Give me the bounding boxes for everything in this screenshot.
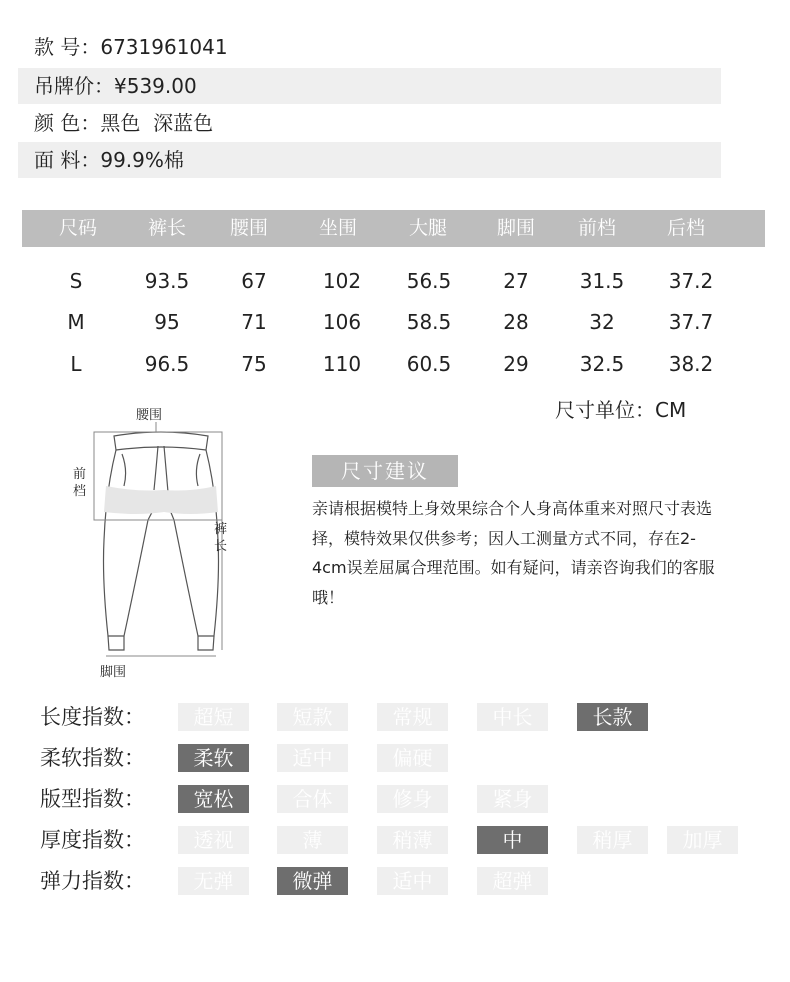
cell-waist: 67	[241, 269, 267, 293]
diagram-front-rise-label-2: 档	[73, 484, 87, 499]
cell-back-rise: 38.2	[668, 352, 714, 376]
index-option: 适中	[277, 744, 348, 772]
cell-size: L	[70, 352, 82, 376]
header-waist: 腰围	[229, 217, 268, 239]
cell-length: 96.5	[144, 352, 190, 376]
info-row-style-no	[18, 29, 721, 65]
index-option: 超短	[178, 703, 249, 731]
index-option: 紧身	[477, 785, 548, 813]
header-hip: 坐围	[318, 217, 357, 239]
index-option: 稍薄	[377, 826, 448, 854]
fabric-value: 99.9%棉	[100, 148, 184, 172]
cell-size: S	[69, 269, 83, 293]
cell-hem: 27	[503, 269, 529, 293]
index-option-selected: 柔软	[178, 744, 249, 772]
diagram-front-rise-label-1: 前	[73, 467, 87, 482]
cell-thigh: 56.5	[406, 269, 452, 293]
index-option: 短款	[277, 703, 348, 731]
cell-back-rise: 37.2	[668, 269, 714, 293]
cell-waist: 75	[241, 352, 267, 376]
index-option-selected: 长款	[577, 703, 648, 731]
cell-length: 93.5	[144, 269, 190, 293]
index-label: 版型指数：	[40, 787, 145, 811]
info-row-color	[18, 105, 721, 141]
size-unit: 尺寸单位：CM	[555, 398, 687, 422]
cell-thigh: 58.5	[406, 310, 452, 334]
size-table-header	[22, 210, 765, 247]
cell-hip: 106	[322, 310, 362, 334]
cell-front-rise: 32.5	[579, 352, 625, 376]
diagram-waist-label: 腰围	[136, 408, 163, 423]
header-length: 裤长	[147, 217, 186, 239]
index-option: 适中	[377, 867, 448, 895]
index-option: 无弹	[178, 867, 249, 895]
cell-back-rise: 37.7	[668, 310, 714, 334]
cell-hem: 29	[503, 352, 529, 376]
index-option: 透视	[178, 826, 249, 854]
index-option: 中长	[477, 703, 548, 731]
index-option: 合体	[277, 785, 348, 813]
index-option: 加厚	[667, 826, 738, 854]
info-row-price	[18, 68, 721, 104]
index-option: 薄	[277, 826, 348, 854]
index-label: 厚度指数：	[40, 828, 145, 852]
index-option-selected: 宽松	[178, 785, 249, 813]
fabric-label: 面 料：	[34, 148, 101, 172]
index-option-selected: 中	[477, 826, 548, 854]
cell-front-rise: 31.5	[579, 269, 625, 293]
cell-length: 95	[154, 310, 180, 334]
header-back-rise: 后档	[666, 217, 705, 239]
cell-hip: 110	[322, 352, 362, 376]
header-front-rise: 前档	[577, 217, 616, 239]
header-thigh: 大腿	[408, 217, 447, 239]
cell-size: M	[67, 310, 85, 334]
index-label: 长度指数：	[40, 705, 145, 729]
index-label: 柔软指数：	[40, 746, 145, 770]
header-hem: 脚围	[496, 217, 535, 239]
info-row-fabric	[18, 142, 721, 178]
cell-thigh: 60.5	[406, 352, 452, 376]
index-option-selected: 微弹	[277, 867, 348, 895]
color-value: 黑色 深蓝色	[100, 111, 214, 135]
color-label: 颜 色：	[34, 111, 101, 135]
index-label: 弹力指数：	[40, 869, 145, 893]
price-label: 吊牌价：	[34, 74, 114, 98]
diagram-length-label-2: 长	[214, 539, 228, 554]
cell-waist: 71	[241, 310, 267, 334]
cell-hip: 102	[322, 269, 362, 293]
index-option: 偏硬	[377, 744, 448, 772]
cell-front-rise: 32	[589, 310, 615, 334]
cell-hem: 28	[503, 310, 529, 334]
index-option: 修身	[377, 785, 448, 813]
index-option: 稍厚	[577, 826, 648, 854]
price-value: ¥539.00	[114, 74, 197, 98]
index-option: 超弹	[477, 867, 548, 895]
size-suggestion-text: 亲请根据模特上身效果综合个人身高体重来对照尺寸表选择，模特效果仅供参考；因人工测量方式不同，存在2-4cm误差屈属合理范围。如有疑问，请亲咨询我们的客服哦！	[312, 499, 715, 607]
index-option: 常规	[377, 703, 448, 731]
diagram-length-label-1: 裤	[214, 522, 228, 537]
style-no-value: 6731961041	[100, 35, 228, 59]
size-suggestion-title: 尺寸建议	[312, 455, 458, 487]
header-size: 尺码	[58, 217, 97, 239]
diagram-hem-label: 脚围	[100, 665, 127, 680]
style-no-label: 款 号：	[34, 35, 101, 59]
